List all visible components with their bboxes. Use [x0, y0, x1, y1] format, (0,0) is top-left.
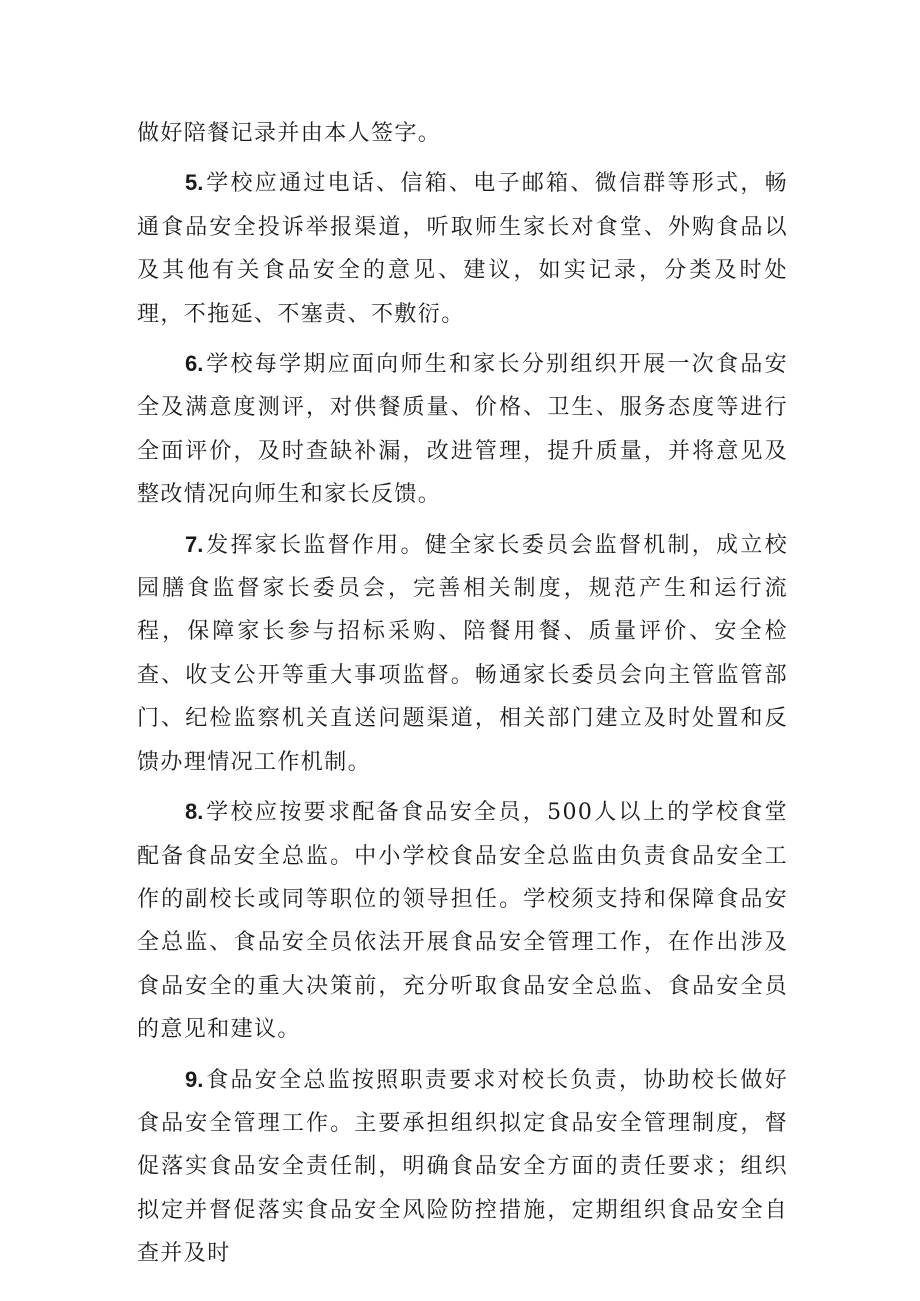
paragraph-number: 9.: [185, 1066, 204, 1092]
paragraph-7: [137, 523, 788, 784]
paragraph-number: 6.: [185, 351, 204, 377]
paragraph-number: 8.: [185, 799, 204, 825]
paragraph-continuation: [137, 112, 788, 155]
paragraph-text: 学校每学期应面向师生和家长分别组织开展一次食品安全及满意度测评，对供餐质量、价格、卫生、服务态度等进行全面评价，及时查缺补漏，改进管理，提升质量，并将意见及整改情况向师生和家长反馈。: [137, 352, 788, 508]
paragraph-text: 做好陪餐记录并由本人签字。: [137, 121, 442, 146]
paragraph-number: 5.: [185, 170, 204, 196]
paragraph-text: 学校应按要求配备食品安全员，500人以上的学校食堂配备食品安全总监。中小学校食品安全总监由负责食品安全工作的副校长或同等职位的领导担任。学校须支持和保障食品安全总监、食品安全员依法开展食品安全管理工作，在作出涉及食品安全的重大决策前，充分听取食品安全总监、食品安全员的意见和建议。: [137, 800, 788, 1043]
paragraph-number: 7.: [185, 531, 204, 557]
paragraph-5: [137, 161, 788, 336]
paragraph-9: [137, 1058, 788, 1276]
paragraph-text: 发挥家长监督作用。健全家长委员会监督机制，成立校园膳食监督家长委员会，完善相关制度，规范产生和运行流程，保障家长参与招标采购、陪餐用餐、质量评价、安全检查、收支公开等重大事项监督。畅通家长委员会向主管监管部门、纪检监察机关直送问题渠道，相关部门建立及时处置和反馈办理情况工作机制。: [137, 532, 788, 775]
paragraph-8: [137, 790, 788, 1051]
paragraph-6: [137, 342, 788, 517]
paragraph-text: 食品安全总监按照职责要求对校长负责，协助校长做好食品安全管理工作。主要承担组织拟定食品安全管理制度，督促落实食品安全责任制，明确食品安全方面的责任要求；组织拟定并督促落实食品安全风险防控措施，定期组织食品安全自查并及时: [137, 1067, 788, 1267]
paragraph-text: 学校应通过电话、信箱、电子邮箱、微信群等形式，畅通食品安全投诉举报渠道，听取师生家长对食堂、外购食品以及其他有关食品安全的意见、建议，如实记录，分类及时处理，不拖延、不塞责、不敷衍。: [137, 171, 788, 327]
